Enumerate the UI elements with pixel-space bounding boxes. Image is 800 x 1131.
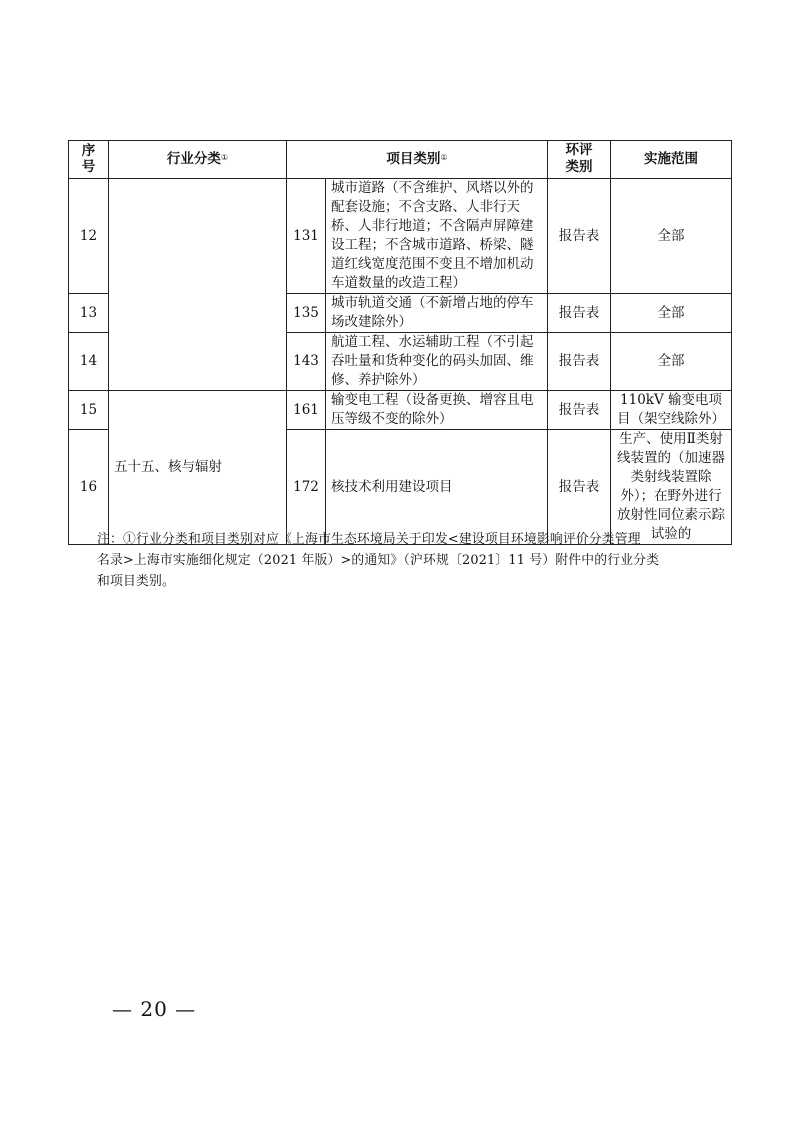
row-code: 135 — [287, 294, 326, 333]
row-eia: 报告表 — [548, 294, 611, 333]
footnote-marker: ① — [440, 153, 448, 162]
table-header-row — [69, 141, 732, 179]
header-scope: 实施范围 — [611, 141, 732, 179]
footnote-line: 名录>上海市实施细化规定（2021 年版）>的通知》（沪环规〔2021〕11 号）附件中的行业分类 — [97, 553, 660, 568]
row-eia: 报告表 — [548, 179, 611, 294]
footnote-marker: ① — [220, 153, 229, 162]
row-eia: 报告表 — [548, 430, 611, 545]
row-code: 143 — [287, 333, 326, 391]
header-industry: 行业分类① — [109, 141, 287, 179]
header-project-type: 项目类别① — [287, 141, 548, 179]
row-seq: 12 — [69, 179, 109, 294]
footnote-line: 和项目类别。 — [97, 574, 175, 589]
row-seq: 15 — [69, 391, 109, 430]
row-description: 输变电工程（设备更换、增容且电压等级不变的除外） — [326, 391, 548, 430]
footnote-line: 注：①行业分类和项目类别对应《上海市生态环境局关于印发<建设项目环境影响评价分类管理 — [97, 532, 641, 547]
page-number: — 20 — — [112, 997, 197, 1021]
header-seq: 序号 — [69, 141, 109, 179]
row-scope: 全部 — [611, 294, 732, 333]
eia-classification-table — [68, 140, 732, 545]
row-description: 航道工程、水运辅助工程（不引起吞吐量和货种变化的码头加固、维修、养护除外） — [326, 333, 548, 391]
row-description: 城市道路（不含维护、风塔以外的配套设施；不含支路、人非行天桥、人非行地道；不含隔声屏障建设工程；不含城市道路、桥梁、隧道红线宽度范围不变且不增加机动车道数量的改造工程） — [326, 179, 548, 294]
row-code: 172 — [287, 430, 326, 545]
row-scope: 生产、使用Ⅱ类射线装置的（加速器类射线装置除外）；在野外进行放射性同位素示踪试验的 — [611, 430, 732, 545]
row-seq: 14 — [69, 333, 109, 391]
row-description: 城市轨道交通（不新增占地的停车场改建除外） — [326, 294, 548, 333]
industry-cell-blank — [109, 179, 287, 391]
row-scope: 110kV 输变电项目（架空线除外） — [611, 391, 732, 430]
row-seq: 13 — [69, 294, 109, 333]
header-eia-category: 环评类别 — [548, 141, 611, 179]
table-row — [69, 391, 732, 430]
row-scope: 全部 — [611, 333, 732, 391]
row-eia: 报告表 — [548, 391, 611, 430]
row-description: 核技术利用建设项目 — [326, 430, 548, 545]
row-seq: 16 — [69, 430, 109, 545]
table-row — [69, 179, 732, 294]
row-scope: 全部 — [611, 179, 732, 294]
industry-group-label: 五十五、核与辐射 — [109, 391, 287, 545]
row-eia: 报告表 — [548, 333, 611, 391]
row-code: 131 — [287, 179, 326, 294]
row-code: 161 — [287, 391, 326, 430]
footnote — [97, 529, 697, 592]
